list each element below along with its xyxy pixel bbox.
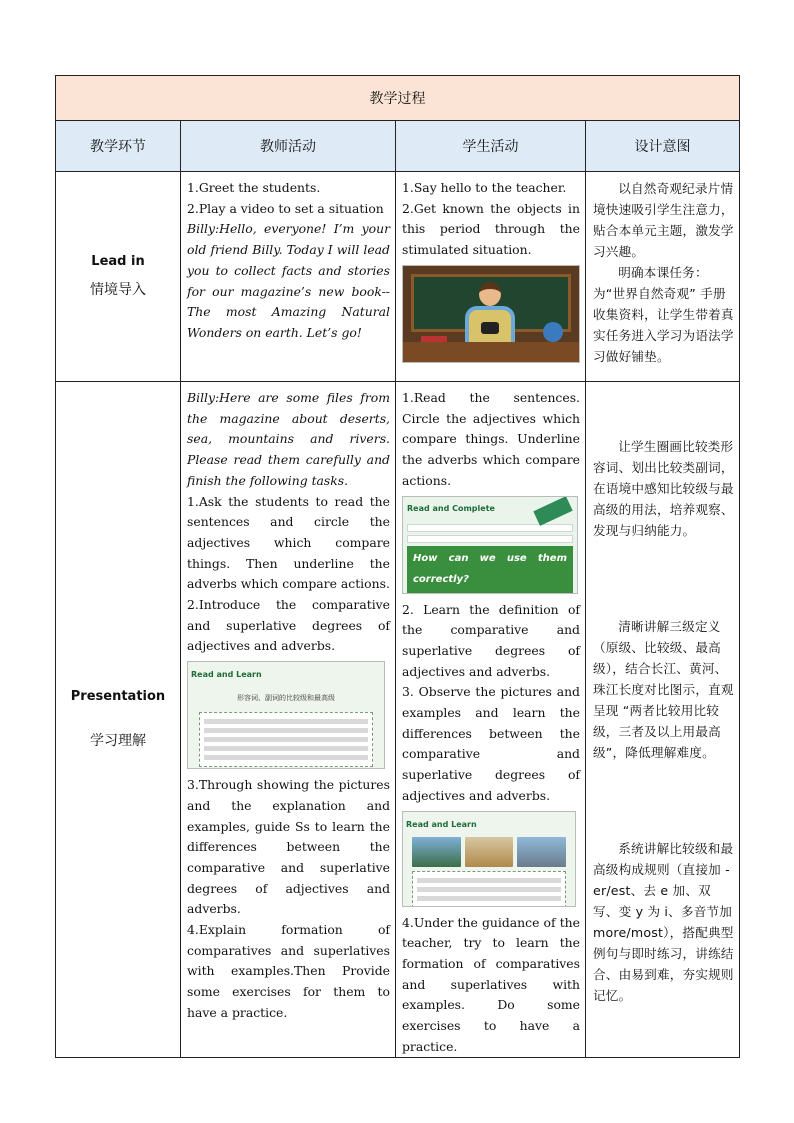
stage-lead-in-en: Lead in (91, 254, 145, 269)
slide-subtitle: 形容词、副词的比较级和最高级 (237, 693, 335, 702)
header-intent: 设计意图 (586, 121, 740, 172)
river-photo-icon (412, 837, 461, 867)
stage-presentation-en: Presentation (70, 689, 166, 705)
presentation-intent-p1: 让学生圈画比较类形容词、划出比较类副词，在语境中感知比较级与最高级的用法，培养观察、发现与归纳能力。 (593, 439, 734, 538)
presentation-teacher-step4: 4.Explain formation of comparatives and superlatives with examples.Then Provide some exercises for them to have a practice. (187, 922, 390, 1020)
slide1-header: Read and Complete (407, 503, 495, 513)
stage-lead-in-zh: 情境导入 (90, 282, 146, 298)
slide1-banner: How can we use them correctly? (407, 546, 573, 593)
header-student: 学生活动 (396, 121, 586, 172)
presentation-student-step1: 1.Read the sentences. Circle the adjectives which compare things. Underline the adverbs which compare actions. (402, 390, 580, 488)
slide2-header: Read and Learn (406, 819, 477, 829)
read-and-complete-slide (402, 496, 578, 594)
lead-in-intent (586, 172, 740, 382)
presentation-student-step2: 2. Learn the definition of the comparative and superlative degrees of adjectives and adverbs. (402, 601, 580, 679)
presentation-teacher-step2: 2.Introduce the comparative and superlative degrees of adjectives and adverbs. (187, 597, 390, 654)
lead-in-teacher-speech: Billy:Hello, everyone! I’m your old friend Billy. Today I will lead you to collect facts and stories for our magazine’s new book--The most Amazing Natural Wonders on earth. Let’s go! (187, 221, 390, 340)
presentation-intent-p3: 系统讲解比较级和最高级构成规则（直接加 - er/est、去 e 加、双写、变 y 为 i、多音节加 more/most），搭配典型例句与即时练习，讲练结合、由易到难，夯实规则记忆。 (593, 841, 734, 1003)
presentation-teacher (181, 382, 396, 1058)
stage-presentation-zh: 学习理解 (90, 733, 146, 750)
presentation-teacher-intro: Billy:Here are some files from the magazine about deserts, sea, mountains and rivers. Please read them carefully and finish the following tasks. (187, 390, 390, 488)
river-photo-icon (465, 837, 514, 867)
presentation-student (396, 382, 586, 1058)
presentation-intent-p2: 清晰讲解三级定义（原级、比较级、最高级），结合长江、黄河、珠江长度对比图示，直观呈现 “两者比较用比较级，三者及以上用最高级”，降低理解难度。 (593, 619, 734, 760)
presentation-student-step3: 3. Observe the pictures and examples and learn the differences between the comparative and superlative degrees of adjectives and adverbs. (402, 684, 580, 803)
presentation-intent (586, 382, 740, 1058)
lead-in-student-line2: 2.Get known the objects in this period through the stimulated situation. (402, 200, 580, 258)
presentation-teacher-step3: 3.Through showing the pictures and the explanation and examples, guide Ss to learn the differences between the comparative and superlative degrees of adjectives and adverbs. (187, 777, 390, 917)
lead-in-intent-p1: 以自然奇观纪录片情境快速吸引学生注意力，贴合本单元主题，激发学习兴趣。 (593, 181, 734, 259)
presentation-student-step4: 4.Under the guidance of the teacher, try to learn the formation of comparatives and superlatives with examples. Do some exercises to have a practice. (402, 914, 580, 1054)
camera-icon (481, 322, 499, 334)
stage-presentation (56, 382, 181, 1058)
lead-in-teacher-line2: 2.Play a video to set a situation (187, 200, 384, 216)
table-title: 教学过程 (56, 76, 740, 121)
header-teacher: 教师活动 (181, 121, 396, 172)
lead-in-intent-p2: 明确本课任务：为“世界自然奇观” 手册收集资料，让学生带着真实任务进入学习为语法学习做好铺垫。 (593, 265, 734, 364)
slide-header: Read and Learn (191, 670, 262, 680)
lead-in-teacher-line1: 1.Greet the students. (187, 180, 321, 195)
lead-in-teacher (181, 172, 396, 382)
lead-in-student-line1: 1.Say hello to the teacher. (402, 180, 567, 195)
read-and-learn-slide (187, 661, 385, 769)
rivers-slide (402, 811, 576, 907)
lead-in-student (396, 172, 586, 382)
stage-lead-in (56, 172, 181, 382)
lesson-table (55, 75, 740, 1058)
river-photo-icon (517, 837, 566, 867)
presentation-teacher-step1: 1.Ask the students to read the sentences and circle the adjectives which compare things. Then underline the adverbs which compare actions. (187, 493, 390, 592)
globe-icon (543, 322, 563, 342)
header-stage: 教学环节 (56, 121, 181, 172)
teacher-classroom-illustration (402, 265, 580, 363)
